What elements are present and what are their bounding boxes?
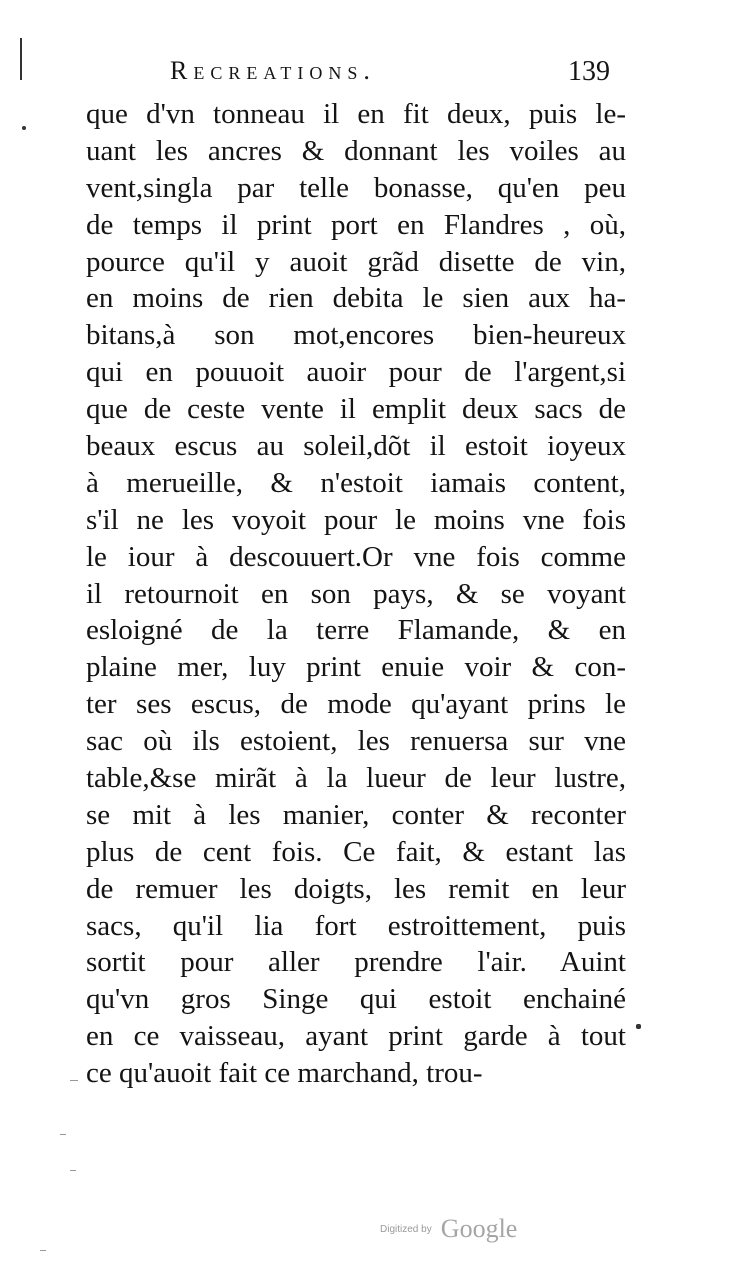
text-line: beaux escus au soleil,dõt il estoit ioyeux: [86, 430, 626, 463]
text-line: bitans,à son mot,encores bien-heureux: [86, 319, 626, 352]
text-line: pource qu'il y auoit grãd disette de vin,: [86, 245, 626, 278]
margin-scan-mark: [70, 1080, 78, 1081]
text-line: ce qu'auoit fait ce marchand, trou-: [86, 1057, 483, 1090]
text-line: qu'vn gros Singe qui estoit enchainé: [86, 983, 626, 1016]
text-line: en moins de rien debita le sien aux ha-: [86, 282, 626, 315]
page-number: 139: [568, 56, 610, 87]
margin-scan-dot: [22, 126, 26, 130]
margin-scan-mark: [20, 38, 22, 80]
margin-scan-mark: [40, 1250, 46, 1251]
text-line: le iour à descouuert.Or vne fois comme: [86, 540, 626, 573]
text-line: plus de cent fois. Ce fait, & estant las: [86, 835, 626, 868]
text-line: en ce vaisseau, ayant print garde à tout: [86, 1020, 626, 1053]
text-line: de temps il print port en Flandres , où,: [86, 208, 626, 241]
text-line: table,&se mirãt à la lueur de leur lustre,: [86, 762, 626, 795]
text-line: qui en pouuoit auoir pour de l'argent,si: [86, 356, 626, 389]
watermark-brand: Google: [440, 1214, 518, 1243]
text-line: à merueille, & n'estoit iamais content,: [86, 466, 626, 499]
text-line: de remuer les doigts, les remit en leur: [86, 872, 626, 905]
text-line: vent,singla par telle bonasse, qu'en peu: [86, 171, 626, 204]
text-line: se mit à les manier, conter & reconter: [86, 798, 626, 831]
body-text: [86, 96, 626, 1092]
text-line: plaine mer, luy print enuie voir & con-: [86, 651, 626, 684]
text-line: s'il ne les voyoit pour le moins vne fois: [86, 503, 626, 536]
text-line: uant les ancres & donnant les voiles au: [86, 134, 626, 167]
margin-scan-mark: [60, 1134, 66, 1135]
watermark-prefix: Digitized by: [380, 1223, 432, 1235]
digitization-watermark: [380, 1214, 517, 1246]
text-line: que de ceste vente il emplit deux sacs de: [86, 393, 626, 426]
page-header: [170, 56, 610, 96]
text-line: sac où ils estoient, les renuersa sur vne: [86, 725, 626, 758]
text-line: il retournoit en son pays, & se voyant: [86, 577, 626, 610]
text-line: que d'vn tonneau il en fit deux, puis le-: [86, 98, 626, 130]
text-line: esloigné de la terre Flamande, & en: [86, 614, 626, 647]
text-line: sacs, qu'il lia fort estroittement, puis: [86, 909, 626, 942]
margin-scan-dot: [636, 1024, 641, 1029]
running-head: Recreations.: [170, 56, 376, 85]
text-line: ter ses escus, de mode qu'ayant prins le: [86, 688, 626, 721]
text-line: sortit pour aller prendre l'air. Auint: [86, 946, 626, 979]
margin-scan-mark: [70, 1170, 76, 1171]
